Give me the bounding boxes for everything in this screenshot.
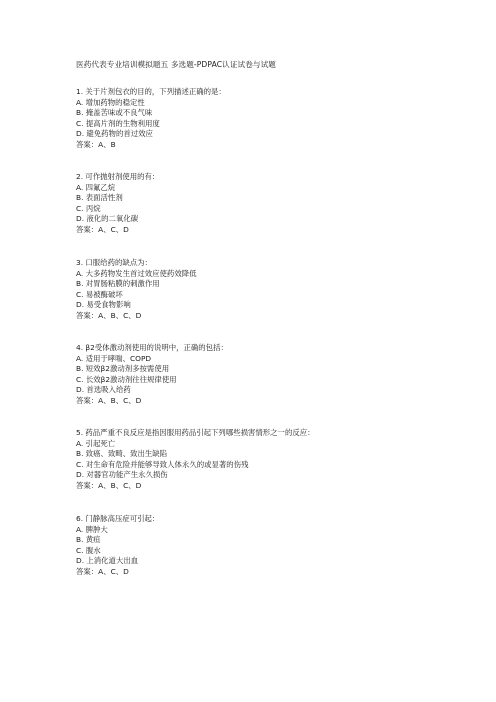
question-3 [76, 258, 197, 322]
question-stem: 4. β2受体激动剂使用的说明中，正确的包括： [76, 343, 228, 352]
option-d: D. 避免药物的首过效应 [76, 129, 153, 139]
option-d: D. 液化的二氧化碳 [76, 214, 139, 224]
question-stem: 2. 可作抛射剂使用的有： [76, 172, 160, 181]
option-a: A. 四氟乙烷 [76, 182, 116, 192]
option-a: A. 引起死亡 [76, 438, 116, 448]
option-c: C. 提高片剂的生物利用度 [76, 118, 160, 128]
answer-line: 答案：A、B、C、D [76, 480, 142, 490]
question-4 [76, 343, 228, 407]
option-c: C. 对生命有危险并能够导致人体永久的或显著的伤残 [76, 459, 249, 469]
question-stem: 3. 口服给药的缺点为： [76, 258, 152, 267]
question-stem: 6. 门静脉高压症可引起： [76, 514, 160, 523]
question-stem: 5. 药品严重不良反应是指因服用药品引起下列哪些损害情形之一的反应： [76, 428, 315, 437]
option-b: B. 掩盖苦味或不良气味 [76, 108, 153, 118]
question-2 [76, 172, 159, 236]
option-b: B. 对胃肠粘膜的刺激作用 [76, 279, 160, 289]
answer-line: 答案：A、B [76, 139, 116, 149]
option-d: D. 易受食物影响 [76, 300, 131, 310]
option-a: A. 脾肿大 [76, 524, 108, 534]
question-1 [76, 87, 226, 151]
answer-line: 答案：A、B、C、D [76, 310, 142, 320]
question-6 [76, 514, 159, 578]
option-a: A. 适用于哮喘、COPD [76, 353, 152, 363]
option-b: B. 致癌、致畸、致出生缺陷 [76, 449, 168, 459]
option-c: C. 易被酶破坏 [76, 289, 123, 299]
option-c: C. 腹水 [76, 545, 101, 555]
question-stem: 1. 关于片剂包衣的目的，下列描述正确的是： [76, 87, 226, 96]
answer-line: 答案：A、B、C、D [76, 395, 142, 405]
option-b: B. 短效β2激动剂多按需使用 [76, 364, 170, 374]
document-title: 医药代表专业培训模拟题五 多选题-PDPAC认证试卷与试题 [76, 60, 276, 69]
answer-line: 答案：A、C、D [76, 224, 129, 234]
option-c: C. 长效β2激动剂往往规律使用 [76, 374, 177, 384]
option-d: D. 首选吸入给药 [76, 385, 131, 395]
answer-line: 答案：A、C、D [76, 566, 129, 576]
option-b: B. 黄疸 [76, 535, 101, 545]
option-a: A. 增加药物的稳定性 [76, 97, 145, 107]
question-5 [76, 428, 315, 492]
option-c: C. 丙烷 [76, 203, 101, 213]
option-a: A. 大多药物发生首过效应使药效降低 [76, 268, 197, 278]
option-d: D. 上消化道大出血 [76, 556, 139, 566]
option-b: B. 表面活性剂 [76, 193, 123, 203]
option-d: D. 对器官功能产生永久损伤 [76, 470, 168, 480]
